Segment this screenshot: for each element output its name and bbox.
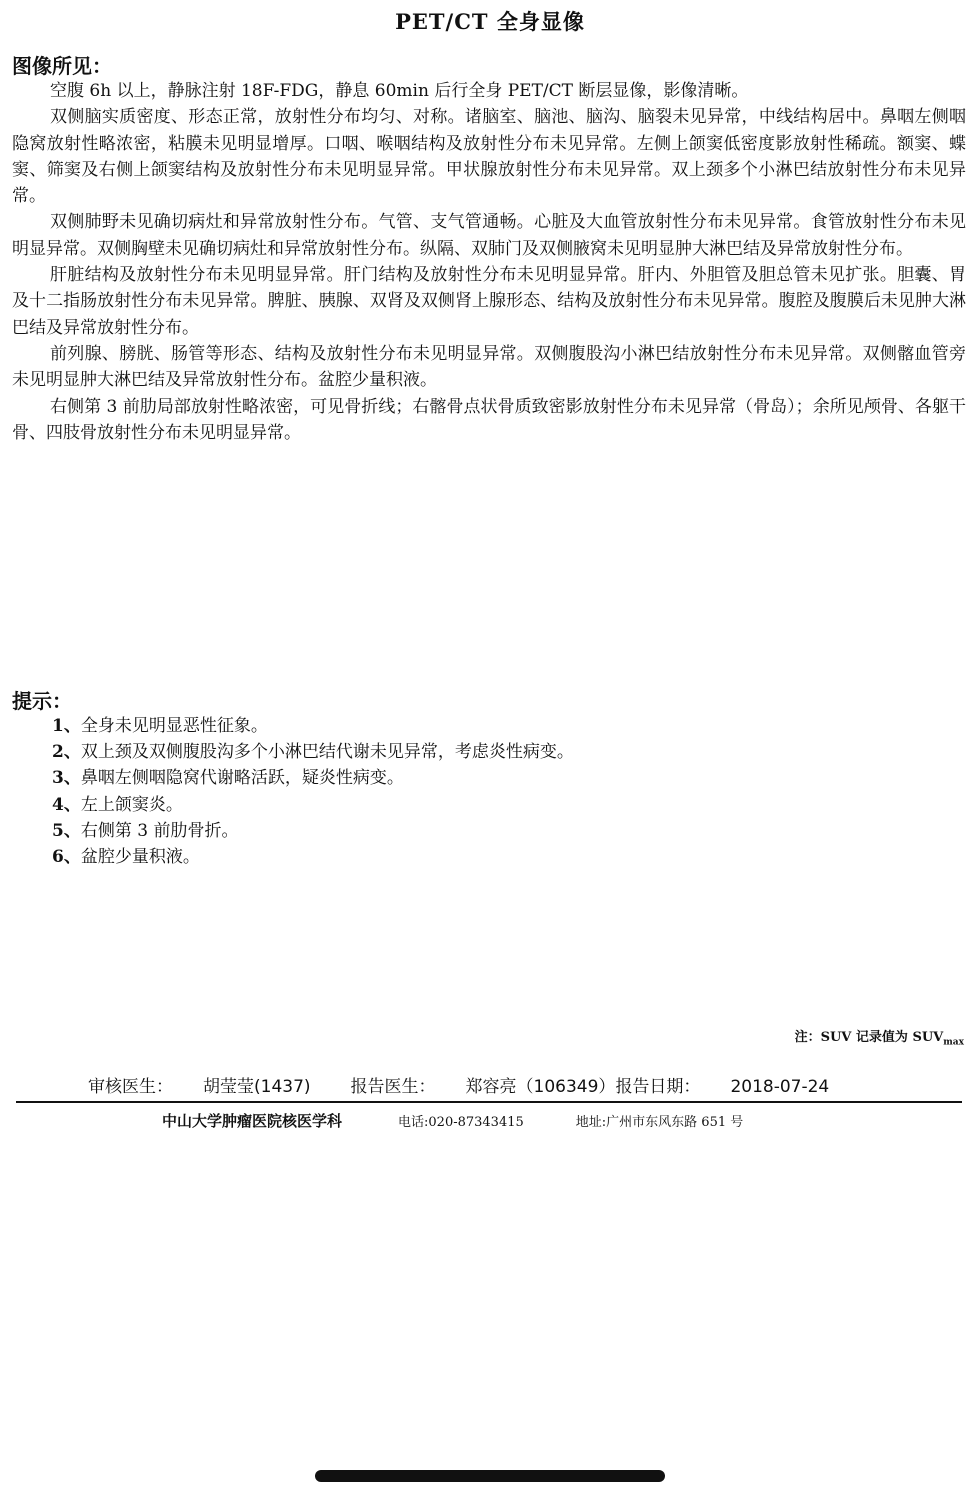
- hospital-name: 中山大学肿瘤医院核医学科: [162, 1112, 343, 1130]
- findings-paragraph: 双侧脑实质密度、形态正常，放射性分布均匀、对称。诸脑室、脑池、脑沟、脑裂未见异常，中线结构居中。鼻咽左侧咽隐窝放射性略浓密，粘膜未见明显增厚。口咽、喉咽结构及放射性分布未见异常。左侧上颌窦低密度影放射性稀疏。额窦、蝶窦、筛窦及右侧上颌窦结构及放射性分布未见明显异常。甲状腺放射性分布未见异常。双上颈多个小淋巴结放射性分布未见异常。: [12, 107, 966, 207]
- signature-row: [88, 1072, 829, 1097]
- findings-body: [12, 78, 966, 446]
- impression-number: 2、: [52, 742, 81, 763]
- impression-item: [52, 818, 932, 844]
- impression-number: 5、: [52, 820, 81, 841]
- impression-number: 4、: [52, 794, 81, 815]
- impression-item: [52, 844, 932, 870]
- reviewer-label: 审核医生：: [88, 1077, 173, 1097]
- report-date-value: 2018-07-24: [730, 1077, 830, 1097]
- reporter-name: 郑容亮（106349）: [465, 1077, 616, 1097]
- suv-note-text: 注：SUV 记录值为 SUV: [794, 1030, 944, 1045]
- impression-text: 鼻咽左侧咽隐窝代谢略活跃，疑炎性病变。: [80, 768, 404, 789]
- suv-note: [795, 1026, 964, 1048]
- footer-divider: [16, 1101, 962, 1103]
- impression-item: [52, 765, 932, 791]
- reviewer-name: 胡莹莹(1437): [203, 1077, 311, 1097]
- reporter-label: 报告医生：: [350, 1077, 436, 1097]
- findings-paragraph: 双侧肺野未见确切病灶和异常放射性分布。气管、支气管通畅。心脏及大血管放射性分布未见异常。食管放射性分布未见明显异常。双侧胸壁未见确切病灶和异常放射性分布。纵隔、双肺门及双侧腋窝未见明显肿大淋巴结及异常放射性分布。: [12, 212, 966, 259]
- impression-number: 6、: [52, 847, 81, 868]
- findings-paragraph: 空腹 6h 以上，静脉注射 18F-FDG，静息 60min 后行全身 PET/CT 断层显像，影像清晰。: [50, 81, 749, 101]
- impression-item: [52, 713, 932, 739]
- findings-paragraph: 前列腺、膀胱、肠管等形态、结构及放射性分布未见明显异常。双侧腹股沟小淋巴结放射性分布未见异常。双侧髂血管旁未见明显肿大淋巴结及异常放射性分布。盆腔少量积液。: [12, 343, 966, 391]
- findings-paragraph: 肝脏结构及放射性分布未见明显异常。肝门结构及放射性分布未见明显异常。肝内、外胆管及胆总管未见扩张。胆囊、胃及十二指肠放射性分布未见异常。脾脏、胰腺、双肾及双侧肾上腺形态、结构及放射性分布未见异常。腹腔及腹膜后未见肿大淋巴结及异常放射性分布。: [12, 265, 966, 338]
- report-footer: [162, 1110, 743, 1131]
- impression-text: 全身未见明显恶性征象。: [80, 716, 268, 736]
- impression-item: [52, 739, 932, 765]
- hospital-address: 地址:广州市东风东路 651 号: [575, 1115, 744, 1130]
- report-title: PET/CT 全身显像: [395, 9, 585, 34]
- impression-number: 1、: [52, 716, 81, 736]
- findings-paragraph: 右侧第 3 前肋局部放射性略浓密，可见骨折线；右髂骨点状骨质致密影放射性分布未见异常（骨岛）；余所见颅骨、各躯干骨、四肢骨放射性分布未见明显异常。: [12, 396, 966, 443]
- hospital-phone: 电话:020-87343415: [398, 1115, 524, 1130]
- impression-heading: 提示：: [12, 689, 72, 713]
- impression-text: 双上颈及双侧腹股沟多个小淋巴结代谢未见异常，考虑炎性病变。: [80, 742, 574, 763]
- impression-list: [52, 713, 932, 870]
- impression-text: 左上颌窦炎。: [80, 794, 183, 815]
- impression-text: 盆腔少量积液。: [80, 847, 200, 868]
- suv-note-subscript: max: [943, 1037, 964, 1048]
- findings-heading: 图像所见：: [12, 54, 112, 78]
- impression-number: 3、: [52, 768, 81, 789]
- impression-item: [52, 792, 932, 818]
- impression-text: 右侧第 3 前肋骨折。: [80, 820, 239, 841]
- home-indicator[interactable]: [315, 1470, 665, 1482]
- report-date-label: 报告日期：: [615, 1077, 701, 1097]
